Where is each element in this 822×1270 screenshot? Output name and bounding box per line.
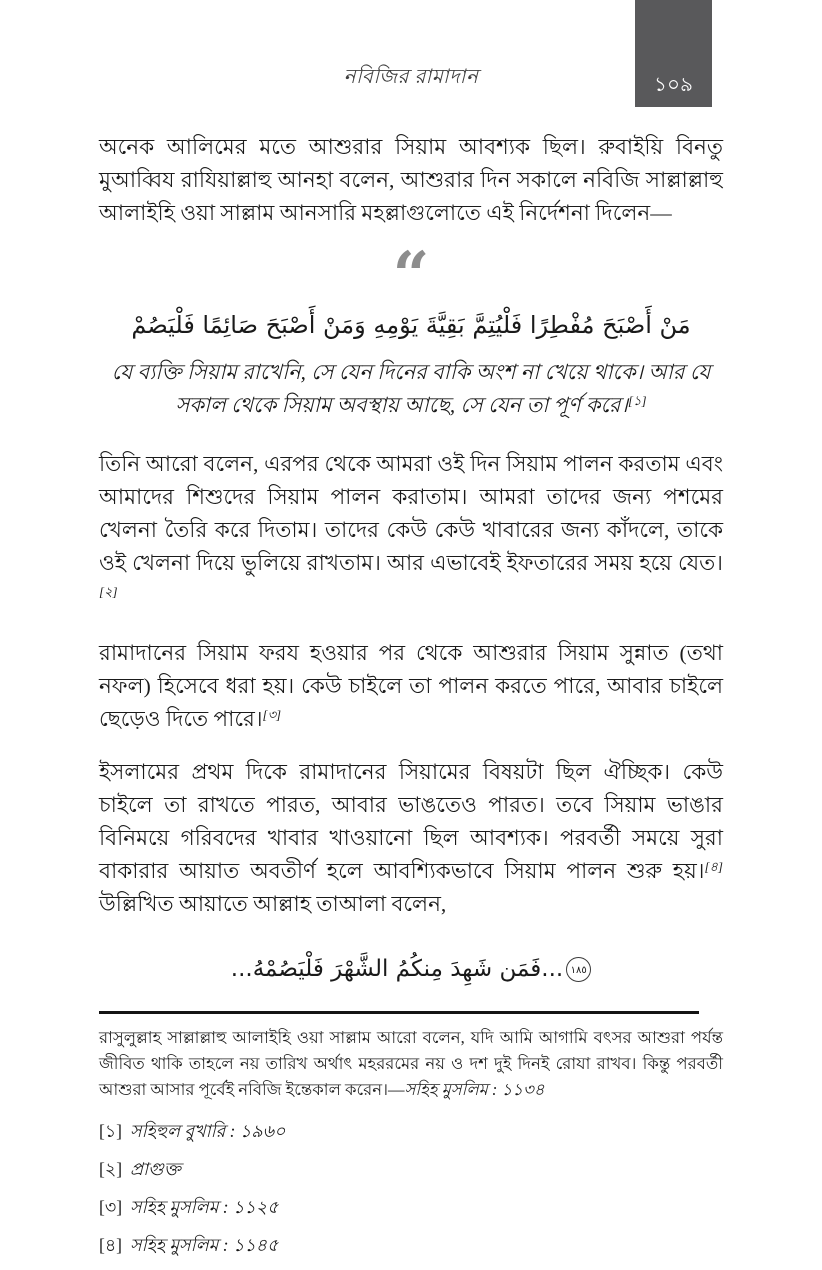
footnote-item-3-text: সহিহ মুসলিম : ১১২৫ bbox=[130, 1197, 279, 1217]
paragraph-2 bbox=[99, 448, 723, 613]
running-head-title: নবিজির রামাদান bbox=[343, 66, 479, 88]
page-number-box bbox=[635, 0, 712, 107]
footnote-item-2 bbox=[99, 1157, 723, 1181]
paragraph-2-text: তিনি আরো বলেন, এরপর থেকে আমরা ওই দিন সিয়াম পালন করতাম এবং আমাদের শিশুদের সিয়াম পালন করাতাম। আমরা তাদের জন্য পশমের খেলনা তৈরি করে দিতাম। তাদের কেউ কেউ খাবারের জন্য কাঁদলে, তাকে ওই খেলনা দিয়ে ভুলিয়ে রাখতাম। আর এভাবেই ইফতারের সময় হয়ে যেত। bbox=[99, 452, 723, 575]
footnote-marker-1: [১] bbox=[627, 393, 647, 408]
footnote-item-2-marker: [২] bbox=[99, 1159, 123, 1179]
footnote-marker-2: [২] bbox=[99, 584, 118, 599]
quote-open-icon: “ bbox=[392, 238, 430, 313]
footnote-longnote bbox=[99, 1025, 723, 1103]
page-content bbox=[99, 131, 723, 1257]
quran-verse bbox=[99, 949, 723, 989]
paragraph-3-text: রামাদানের সিয়াম ফরয হওয়ার পর থেকে আশুরার সিয়াম সুন্নাত (তথা নফল) হিসেবে ধরা হয়। কেউ চাইলে তা পালন করতে পারে, আবার চাইলে ছেড়েও দিতে পারে। bbox=[99, 641, 723, 731]
footnote-item-1-marker: [১] bbox=[99, 1121, 123, 1141]
paragraph-4-text-a: ইসলামের প্রথম দিকে রামাদানের সিয়ামের বিষয়টা ছিল ঐচ্ছিক। কেউ চাইলে তা রাখতে পারত, আবার ভাঙতেও পারত। তবে সিয়াম ভাঙার বিনিময়ে গরিবদের খাবার খাওয়ানো ছিল আবশ্যক। পরবর্তী সময়ে সুরা বাকারার আয়াত অবতীর্ণ হলে আবশ্যিকভাবে সিয়াম পালন শুরু হয়। bbox=[99, 760, 723, 883]
footnote-longnote-text: রাসুলুল্লাহ সাল্লাল্লাহু আলাইহি ওয়া সাল্লাম আরো বলেন, যদি আমি আগামি বৎসর আশুরা পর্যন্ত জীবিত থাকি তাহলে নয় তারিখ অর্থাৎ মহররমের নয় ও দশ দুই দিনই রোযা রাখব। কিন্তু পরবর্তী আশুরা আসার পূর্বেই নবিজি ইন্তেকাল করেন।— bbox=[99, 1028, 723, 1099]
footnote-separator bbox=[99, 1011, 699, 1014]
hadith-translation-text: যে ব্যক্তি সিয়াম রাখেনি, সে যেন দিনের বাকি অংশ না খেয়ে থাকে। আর যে সকাল থেকে সিয়াম অবস্থায় আছে, সে যেন তা পূর্ণ করে। bbox=[111, 360, 711, 417]
footnote-longnote-source: সহিহ মুসলিম : ১১৩৪ bbox=[404, 1080, 545, 1099]
footnote-item-1 bbox=[99, 1119, 723, 1143]
quran-verse-text: ...فَمَن شَهِدَ مِنكُمُ الشَّهْرَ فَلْيَصُمْهُ... bbox=[230, 956, 564, 982]
ayah-number-ornament-icon: ١٨٥ bbox=[566, 957, 591, 982]
footnote-item-4 bbox=[99, 1233, 723, 1257]
footnote-item-3-marker: [৩] bbox=[99, 1197, 123, 1217]
footnote-item-2-text: প্রাগুক্ত bbox=[130, 1159, 181, 1179]
footnote-marker-3: [৩] bbox=[262, 707, 282, 722]
arabic-hadith: مَنْ أَصْبَحَ مُفْطِرًا فَلْيُتِمَّ بَقِيَّةَ يَوْمِهِ وَمَنْ أَصْبَحَ صَائِمًا فَلْيَصُمْ bbox=[131, 311, 691, 339]
page-number: ১০৯ bbox=[654, 74, 693, 96]
hadith-translation bbox=[99, 356, 723, 422]
paragraph-4 bbox=[99, 756, 723, 921]
footnote-list bbox=[99, 1119, 723, 1257]
footnote-item-1-text: সহিহুল বুখারি : ১৯৬০ bbox=[130, 1121, 286, 1141]
footnote-marker-4: [৪] bbox=[704, 859, 723, 874]
footnote-item-4-marker: [৪] bbox=[99, 1235, 123, 1255]
paragraph-4-text-b: উল্লিখিত আয়াতে আল্লাহ তাআলা বলেন, bbox=[99, 892, 447, 916]
paragraph-1-text: অনেক আলিমের মতে আশুরার সিয়াম আবশ্যক ছিল। রুবাইয়ি বিনতু মুআব্বিয রাযিয়াল্লাহু আনহা বলেন, আশুরার দিন সকালে নবিজি সাল্লাল্লাহু আলাইহি ওয়া সাল্লাম আনসারি মহল্লাগুলোতে এই নির্দেশনা দিলেন— bbox=[99, 135, 723, 225]
footnote-item-3 bbox=[99, 1195, 723, 1219]
paragraph-1 bbox=[99, 131, 723, 230]
paragraph-3 bbox=[99, 637, 723, 736]
footnote-item-4-text: সহিহ মুসলিম : ১১৪৫ bbox=[130, 1235, 279, 1255]
